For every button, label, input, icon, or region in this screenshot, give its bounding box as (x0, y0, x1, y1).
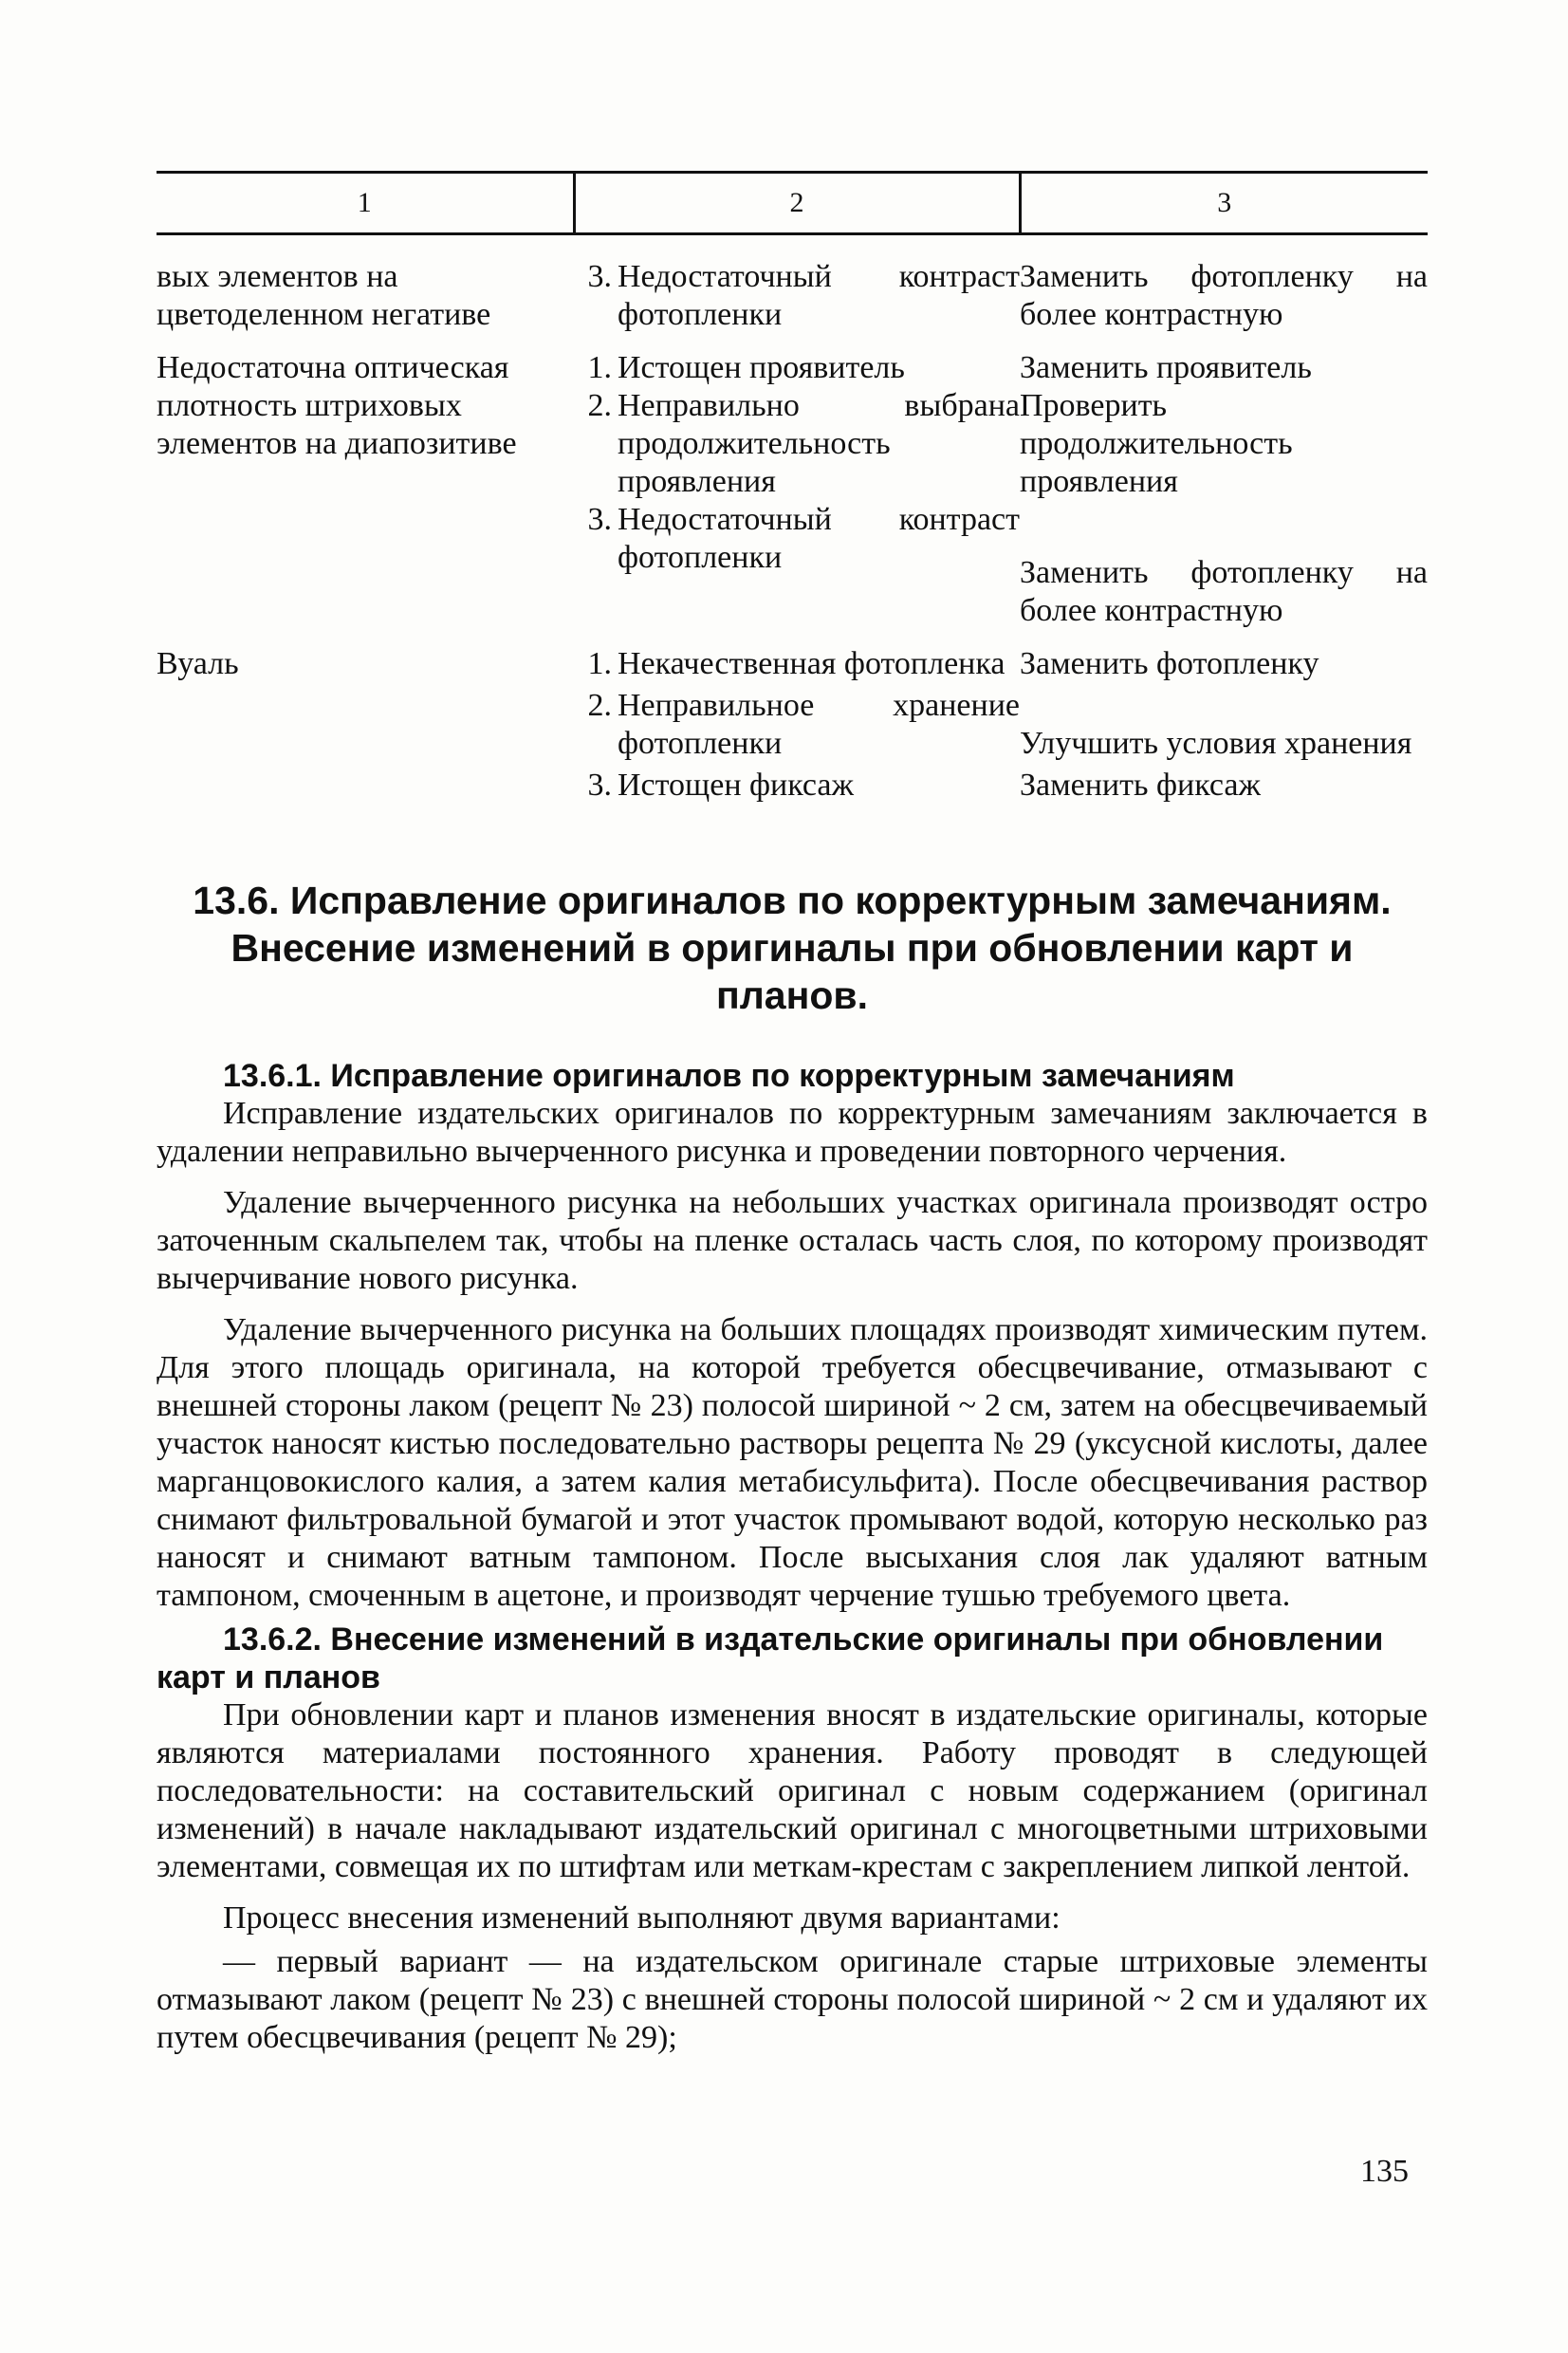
paragraph: Удаление вычерченного рисунка на небольших участках оригинала производят остро заточенным скальпелем так, чтобы на пленке осталась часть слоя, по которому производят вычерчивание нового рисунка. (157, 1185, 1428, 1296)
causes-cell (574, 258, 1020, 349)
subsection-heading: 13.6.2. Внесение изменений в издательские оригиналы при обновлении карт и планов (157, 1621, 1384, 1695)
remedy-item: Заменить фотопленку на более контрастную (1020, 259, 1428, 332)
cause-item: 2. Неправильное хранение фотопленки (587, 688, 1020, 761)
cause-item: 3. Недостаточный контраст фотопленки (587, 259, 1020, 332)
defect-cell: вых элементов на цветоделенном негативе (157, 259, 491, 332)
cause-item: 3. Недостаточный контраст фотопленки (587, 502, 1020, 575)
section-title: 13.6. Исправление оригиналов по корректурным замечаниям. Внесение изменений в оригиналы при обновлении карт и планов. (193, 879, 1392, 1017)
page-content (157, 171, 1428, 2070)
remedies-cell (1020, 349, 1428, 645)
paragraph: При обновлении карт и планов изменения вносят в издательские оригиналы, которые являются материалами постоянного хранения. Работу проводят в следующей последовательности: на составительский оригинал с новым содержанием (оригинал изменений) в начале накладывают издательский оригинал с многоцветными штриховыми элементами, совмещая их по штифтам или меткам-крестам с закреплением липкой лентой. (157, 1697, 1428, 1884)
column-header: 2 (574, 173, 1020, 234)
defects-table (157, 171, 1428, 820)
cause-item: 3. Истощен фиксаж (587, 768, 855, 803)
remedies-cell (1020, 258, 1428, 349)
paragraph: Процесс внесения изменений выполняют двумя вариантами: (223, 1900, 1061, 1936)
table-row (157, 349, 1428, 645)
column-header: 3 (1020, 173, 1428, 234)
table-header-row (157, 173, 1428, 234)
remedy-item: Заменить фотопленку (1020, 646, 1319, 681)
defect-cell: Недостаточна оптическая плотность штриховых элементов на диапозитиве (157, 350, 517, 461)
table-row (157, 258, 1428, 349)
table-row (157, 645, 1428, 820)
page-number: 135 (1360, 2154, 1409, 2189)
cause-item: 2. Неправильно выбрана продолжительность проявления (587, 388, 1020, 499)
remedy-item: Заменить фотопленку на более контрастную (1020, 555, 1428, 628)
remedy-item: Заменить фиксаж (1020, 768, 1261, 803)
remedy-item: Заменить проявитель (1020, 350, 1312, 385)
paragraph: Исправление издательских оригиналов по корректурным замечаниям заключается в удалении неправильно вычерченного рисунка и проведении повторного черчения. (157, 1096, 1428, 1169)
paragraph: Удаление вычерченного рисунка на больших площадях производят химическим путем. Для этого площадь оригинала, на которой требуется обесцвечивание, отмазывают с внешней стороны лаком (рецепт № 23) полосой шириной ~ 2 см, затем на обесцвечиваемый участок наносят кистью последовательно растворы рецепта № 29 (уксусной кислоты, далее марганцовокислого калия, а затем калия метабисульфита). После обесцвечивания раствор снимают фильтровальной бумагой и этот участок промывают водой, которую несколько раз наносят и снимают ватным тампоном. После высыхания слоя лак удаляют ватным тампоном, смоченным в ацетоне, и производят черчение тушью требуемого цвета. (157, 1312, 1428, 1613)
causes-cell (574, 349, 1020, 645)
cause-item: 1. Истощен проявитель (587, 350, 905, 385)
remedy-item: Улучшить условия хранения (1020, 726, 1412, 761)
cause-item: 1. Некачественная фотопленка (587, 646, 1005, 681)
defect-cell: Вуаль (157, 646, 239, 681)
remedy-item: Проверить продолжительность проявления (1020, 388, 1293, 499)
paragraph: — первый вариант — на издательском оригинале старые штриховые элементы отмазывают лаком (рецепт № 23) с внешней стороны полосой шириной ~ 2 см и удаляют их путем обесцвечивания (рецепт № 29); (157, 1944, 1428, 2055)
subsection-heading: 13.6.1. Исправление оригиналов по корректурным замечаниям (223, 1058, 1235, 1094)
remedies-cell (1020, 645, 1428, 820)
causes-cell (574, 645, 1020, 820)
column-header: 1 (157, 173, 574, 234)
